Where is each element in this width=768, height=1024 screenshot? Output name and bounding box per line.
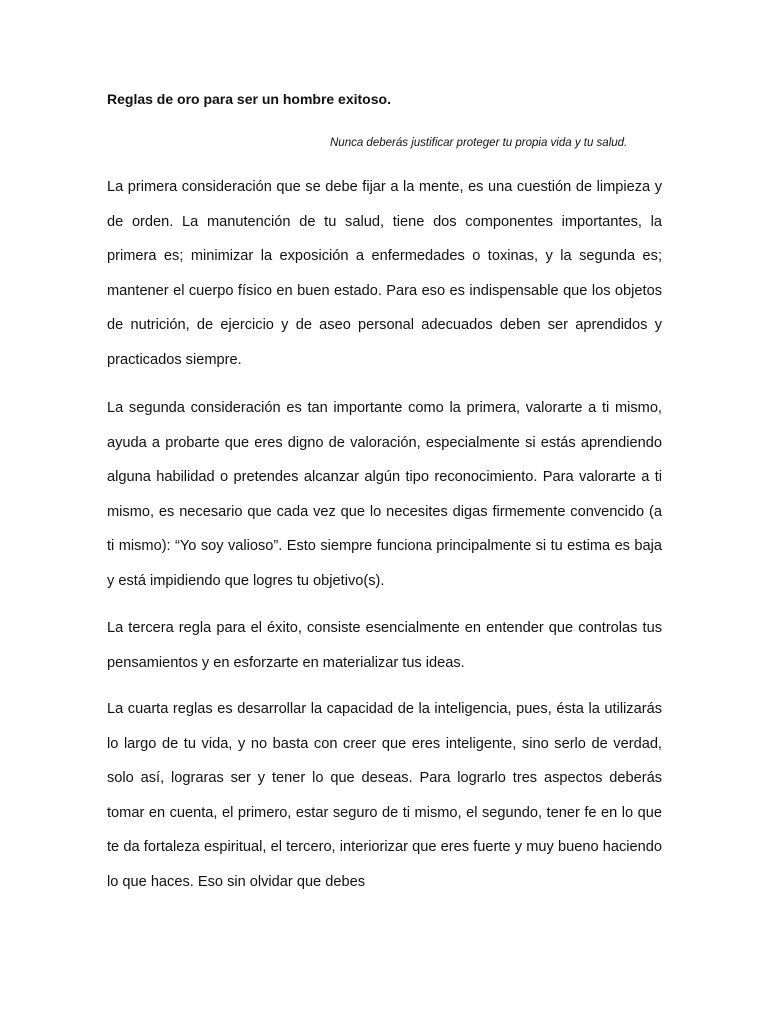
paragraph-1: La primera consideración que se debe fijar a la mente, es una cuestión de limpieza y de orden. La manutención de tu salud, tiene dos componentes importantes, la primera es; minimizar la exposición a enfermedades o toxinas, y la segunda es; mantener el cuerpo físico en buen estado. Para eso es indispensable que los objetos de nutrición, de ejercicio y de aseo personal adecuados deben ser aprendidos y practicados siempre. bbox=[107, 179, 662, 368]
epigraph-quote: Nunca deberás justificar proteger tu propia vida y tu salud. bbox=[330, 137, 628, 149]
document-title: Reglas de oro para ser un hombre exitoso. bbox=[107, 91, 391, 107]
paragraph-4: La cuarta reglas es desarrollar la capacidad de la inteligencia, pues, ésta la utilizarás lo largo de tu vida, y no basta con creer que eres inteligente, sino serlo de verdad, solo así, lograras ser y tener lo que deseas. Para lograrlo tres aspectos deberás tomar en cuenta, el primero, estar seguro de ti mismo, el segundo, tener fe en lo que te da fortaleza espiritual, el tercero, interiorizar que eres fuerte y muy bueno haciendo lo que haces. Eso sin olvidar que debes bbox=[107, 701, 662, 890]
paragraph-2: La segunda consideración es tan importante como la primera, valorarte a ti mismo, ayuda a probarte que eres digno de valoración, especialmente si estás aprendiendo alguna habilidad o pretendes alcanzar algún tipo reconocimiento. Para valorarte a ti mismo, es necesario que cada vez que lo necesites digas firmemente convencido (a ti mismo): “Yo soy valioso”. Esto siempre funciona principalmente si tu estima es baja y está impidiendo que logres tu objetivo(s). bbox=[107, 400, 662, 589]
paragraph-3: La tercera regla para el éxito, consiste esencialmente en entender que controlas tus pensamientos y en esforzarte en materializar tus ideas. bbox=[107, 620, 662, 671]
